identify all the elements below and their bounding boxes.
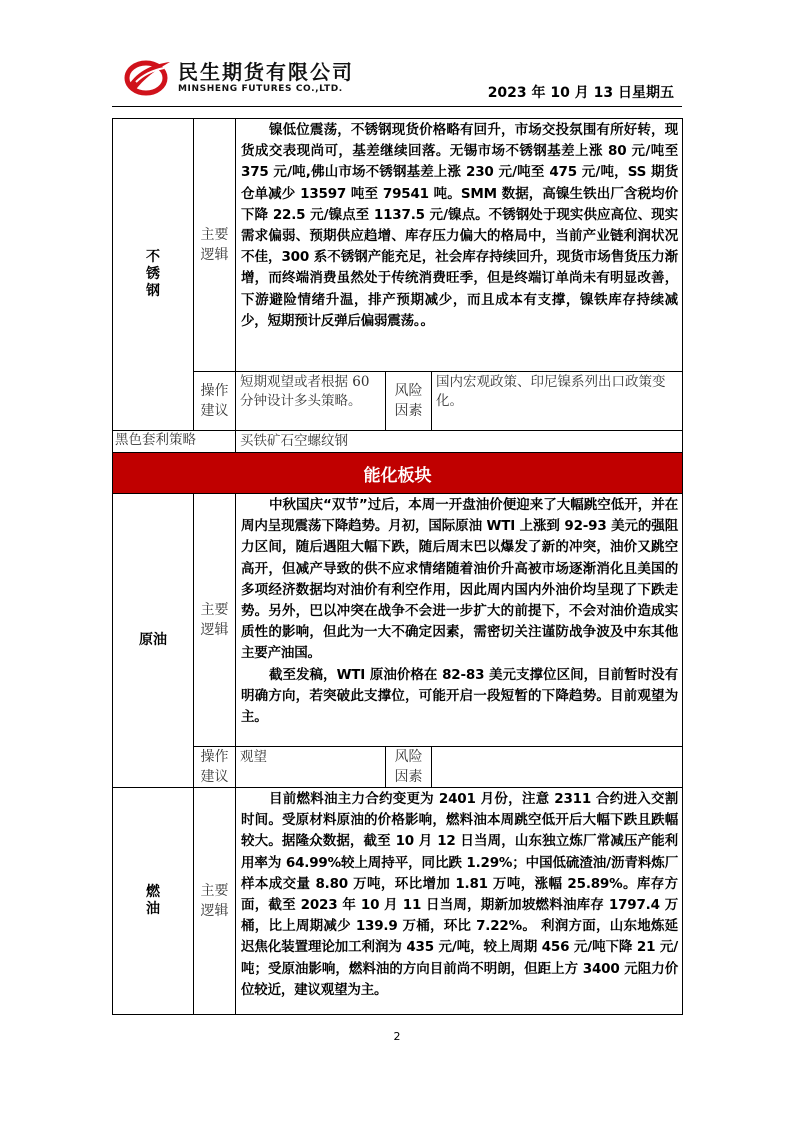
company-name-cn: 民生期货有限公司 — [178, 60, 354, 84]
black-arb-row — [113, 431, 683, 453]
crude-category: 原油 — [113, 494, 194, 788]
company-name-en: MINSHENG FUTURES CO.,LTD. — [178, 84, 343, 94]
energy-section-title: 能化板块 — [113, 453, 683, 494]
report-date: 2023 年 10 月 13 日星期五 — [487, 85, 674, 101]
stainless-category: 不锈钢 — [113, 119, 194, 431]
stainless-logic-row — [113, 119, 683, 372]
black-arb-text: 买铁矿石空螺纹钢 — [236, 431, 683, 453]
header-divider — [112, 106, 682, 107]
stainless-logic-text: 镍低位震荡，不锈钢现货价格略有回升，市场交投氛围有所好转，现货成交表现尚可，基差继续回落。无锡市场不锈钢基差上涨 80 元/吨至 375 元/吨,佛山市场不锈钢基差上涨 230 元/吨至 475 元/吨，SS 期货仓单减少 13597 吨至 79541 吨。SMM 数据，高镍生铁出厂含税均价下降 22.5 元/镍点至 1137.5 元/镍点。不锈钢处于现实供应高位、现实需求偏弱、预期供应趋增、库存压力偏大的格局中，当前产业链利润状况不佳，300 系不锈钢产能充足，社会库存持续回升，现货市场售货压力渐增，而终端消费虽然处于传统消费旺季，但是终端订单尚未有明显改善，下游避险情绪升温，排产预期减少，而且成本有支撑，镍铁库存持续减少，短期预计反弹后偏弱震荡。。 — [236, 119, 683, 372]
stainless-op-text: 短期观望或者根据 60 分钟设计多头策略。 — [236, 372, 386, 431]
fuel-category: 燃油 — [113, 788, 194, 1015]
black-arb-label: 黑色套利策略 — [113, 431, 236, 453]
page-number: 2 — [393, 1030, 401, 1043]
stainless-op-label: 操作建议 — [194, 372, 236, 431]
crude-op-text: 观望 — [236, 747, 386, 788]
crude-op-row — [113, 747, 683, 788]
crude-logic-text: 中秋国庆“双节”过后，本周一开盘油价便迎来了大幅跳空低开，并在周内呈现震荡下降趋势。月初，国际原油 WTI 上涨到 92-93 美元的强阻力区间，随后遇阻大幅下跌，随后周末巴以爆发了新的冲突，油价又跳空高开，但减产导致的供不应求情绪随着油价升高被市场逐渐消化且美国的多项经济数据均对油价有利空作用，因此周内国内外油价均呈现了下跌走势。另外，巴以冲突在战争不会进一步扩大的前提下，不会对油价造成实质性的影响，但此为一大不确定因素，需密切关注谨防战争波及中东其他主要产油国。 截至发稿，WTI 原油价格在 82-83 美元支撑位区间，目前暂时没有明确方向，若突破此支撑位，可能开启一段短暂的下降趋势。目前观望为主。 — [236, 494, 683, 747]
report-table — [112, 118, 683, 1015]
page-header — [112, 52, 682, 104]
stainless-logic-label: 主要逻辑 — [194, 119, 236, 372]
fuel-logic-text: 目前燃料油主力合约变更为 2401 月份，注意 2311 合约进入交割时间。受原材料原油的价格影响，燃料油本周跳空低开后大幅下跌且跌幅较大。据隆众数据，截至 10 月 12 日当周，山东独立炼厂常减压产能利用率为 64.99%较上周持平，同比跌 1.29%；中国低硫渣油/沥青料炼厂样本成交量 8.80 万吨，环比增加 1.81 万吨，涨幅 25.89%。库存方面，截至 2023 年 10 月 11 日当周，期新加坡燃料油库存 1797.4 万桶，比上周期减少 139.9 万桶，环比 7.22%。 利润方面，山东地炼延迟焦化装置理论加工利润为 435 元/吨，较上周期 456 元/吨下降 21 元/吨；受原油影响，燃料油的方向目前尚不明朗，但距上方 3400 元阻力价位较近，建议观望为主。 — [236, 788, 683, 1015]
crude-logic-label: 主要逻辑 — [194, 494, 236, 747]
stainless-risk-label: 风险因素 — [386, 372, 432, 431]
fuel-logic-row — [113, 788, 683, 1015]
stainless-op-row — [113, 372, 683, 431]
fuel-logic-label: 主要逻辑 — [194, 788, 236, 1015]
crude-op-label: 操作建议 — [194, 747, 236, 788]
crude-risk-text — [432, 747, 683, 788]
crude-logic-row — [113, 494, 683, 747]
energy-band-row — [113, 453, 683, 494]
stainless-risk-text: 国内宏观政策、印尼镍系列出口政策变化。 — [432, 372, 683, 431]
minsheng-logo-icon — [124, 56, 172, 96]
crude-risk-label: 风险因素 — [386, 747, 432, 788]
